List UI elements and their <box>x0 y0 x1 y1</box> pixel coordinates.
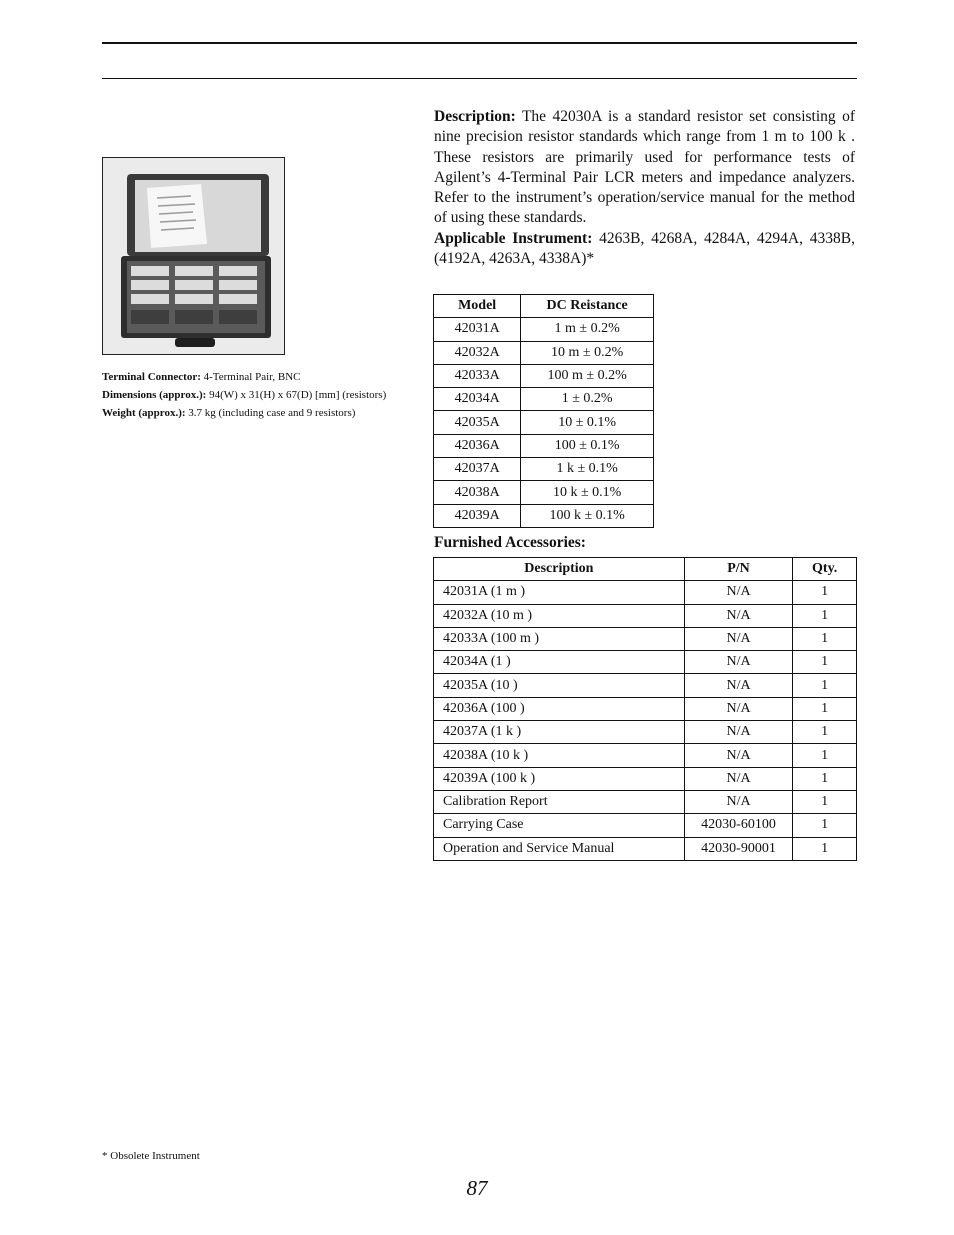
applicable-instrument-paragraph: Applicable Instrument: 4263B, 4268A, 4284A, 4294A, 4338B, (4192A, 4263A, 4338A)* <box>434 229 855 268</box>
description-paragraph: Description: The 42030A is a standard resistor set consisting of nine precision resistor standards which range from 1 m to 100 k . These resistors are primarily used for performance tests of Agilent’s 4-Terminal Pair LCR meters and impedance analyzers. Refer to the instrument’s operation/service manual for the method of using these standards. <box>434 108 855 227</box>
quantity-cell: 1 <box>793 814 857 837</box>
table-row <box>434 651 857 674</box>
model-cell: 42038A <box>434 481 521 504</box>
part-number-cell: N/A <box>684 581 793 604</box>
table-row <box>434 744 857 767</box>
part-number-cell: N/A <box>684 627 793 650</box>
table-header-row <box>434 295 654 318</box>
header-rule-top <box>102 42 857 44</box>
spec-dimensions: Dimensions (approx.): 94(W) x 31(H) x 67(D) [mm] (resistors) <box>102 389 387 401</box>
description-block <box>434 107 855 269</box>
page-number: 87 <box>466 1176 488 1200</box>
quantity-cell: 1 <box>793 697 857 720</box>
description-cell: 42037A (1 k ) <box>434 721 685 744</box>
table-header-row <box>434 558 857 581</box>
furnished-accessories-heading: Furnished Accessories: <box>434 534 586 551</box>
table-row <box>434 674 857 697</box>
resistance-cell: 1 ± 0.2% <box>521 388 654 411</box>
description-cell: Carrying Case <box>434 814 685 837</box>
resistor-set-photo <box>102 157 285 355</box>
description-cell: 42035A (10 ) <box>434 674 685 697</box>
model-cell: 42039A <box>434 504 521 527</box>
description-cell: 42038A (10 k ) <box>434 744 685 767</box>
model-cell: 42035A <box>434 411 521 434</box>
part-number-cell: 42030-60100 <box>684 814 793 837</box>
header-rule-bottom <box>102 78 857 79</box>
part-number-cell: N/A <box>684 790 793 813</box>
resistance-cell: 100 k ± 0.1% <box>521 504 654 527</box>
table-row <box>434 627 857 650</box>
model-cell: 42034A <box>434 388 521 411</box>
quantity-cell: 1 <box>793 674 857 697</box>
part-number-cell: N/A <box>684 721 793 744</box>
quantity-cell: 1 <box>793 837 857 860</box>
part-number-cell: N/A <box>684 697 793 720</box>
model-cell: 42031A <box>434 318 521 341</box>
table-row <box>434 458 654 481</box>
quantity-cell: 1 <box>793 651 857 674</box>
description-cell: 42032A (10 m ) <box>434 604 685 627</box>
footnote-obsolete-instrument: * Obsolete Instrument <box>102 1150 200 1162</box>
part-number-cell: N/A <box>684 744 793 767</box>
description-cell: 42039A (100 k ) <box>434 767 685 790</box>
part-number-cell: 42030-90001 <box>684 837 793 860</box>
table-row <box>434 581 857 604</box>
resistance-cell: 10 m ± 0.2% <box>521 341 654 364</box>
model-cell: 42037A <box>434 458 521 481</box>
table-row <box>434 434 654 457</box>
resistance-cell: 10 k ± 0.1% <box>521 481 654 504</box>
quantity-cell: 1 <box>793 604 857 627</box>
quantity-cell: 1 <box>793 767 857 790</box>
column-header-model: Model <box>434 295 521 318</box>
table-row <box>434 721 857 744</box>
part-number-cell: N/A <box>684 767 793 790</box>
table-row <box>434 364 654 387</box>
specifications <box>102 368 427 422</box>
description-cell: 42031A (1 m ) <box>434 581 685 604</box>
model-cell: 42033A <box>434 364 521 387</box>
part-number-cell: N/A <box>684 674 793 697</box>
description-cell: Calibration Report <box>434 790 685 813</box>
table-row <box>434 767 857 790</box>
resistance-cell: 100 ± 0.1% <box>521 434 654 457</box>
table-row <box>434 481 654 504</box>
column-header-description: Description <box>434 558 685 581</box>
resistance-cell: 1 m ± 0.2% <box>521 318 654 341</box>
quantity-cell: 1 <box>793 744 857 767</box>
quantity-cell: 1 <box>793 790 857 813</box>
accessories-table <box>433 557 857 861</box>
column-header-part-number: P/N <box>684 558 793 581</box>
model-cell: 42036A <box>434 434 521 457</box>
description-cell: Operation and Service Manual <box>434 837 685 860</box>
table-row <box>434 411 654 434</box>
quantity-cell: 1 <box>793 627 857 650</box>
spec-terminal-connector: Terminal Connector: 4-Terminal Pair, BNC <box>102 371 301 383</box>
quantity-cell: 1 <box>793 581 857 604</box>
quantity-cell: 1 <box>793 721 857 744</box>
table-row <box>434 341 654 364</box>
table-row <box>434 504 654 527</box>
resistance-cell: 10 ± 0.1% <box>521 411 654 434</box>
part-number-cell: N/A <box>684 651 793 674</box>
description-cell: 42034A (1 ) <box>434 651 685 674</box>
model-resistance-table <box>433 294 654 528</box>
model-cell: 42032A <box>434 341 521 364</box>
table-row <box>434 837 857 860</box>
part-number-cell: N/A <box>684 604 793 627</box>
table-row <box>434 318 654 341</box>
table-row <box>434 604 857 627</box>
description-cell: 42033A (100 m ) <box>434 627 685 650</box>
table-row <box>434 697 857 720</box>
table-row <box>434 790 857 813</box>
column-header-dc-resistance: DC Reistance <box>521 295 654 318</box>
table-row <box>434 814 857 837</box>
description-cell: 42036A (100 ) <box>434 697 685 720</box>
resistance-cell: 100 m ± 0.2% <box>521 364 654 387</box>
spec-weight: Weight (approx.): 3.7 kg (including case and 9 resistors) <box>102 407 356 419</box>
table-row <box>434 388 654 411</box>
resistance-cell: 1 k ± 0.1% <box>521 458 654 481</box>
column-header-quantity: Qty. <box>793 558 857 581</box>
